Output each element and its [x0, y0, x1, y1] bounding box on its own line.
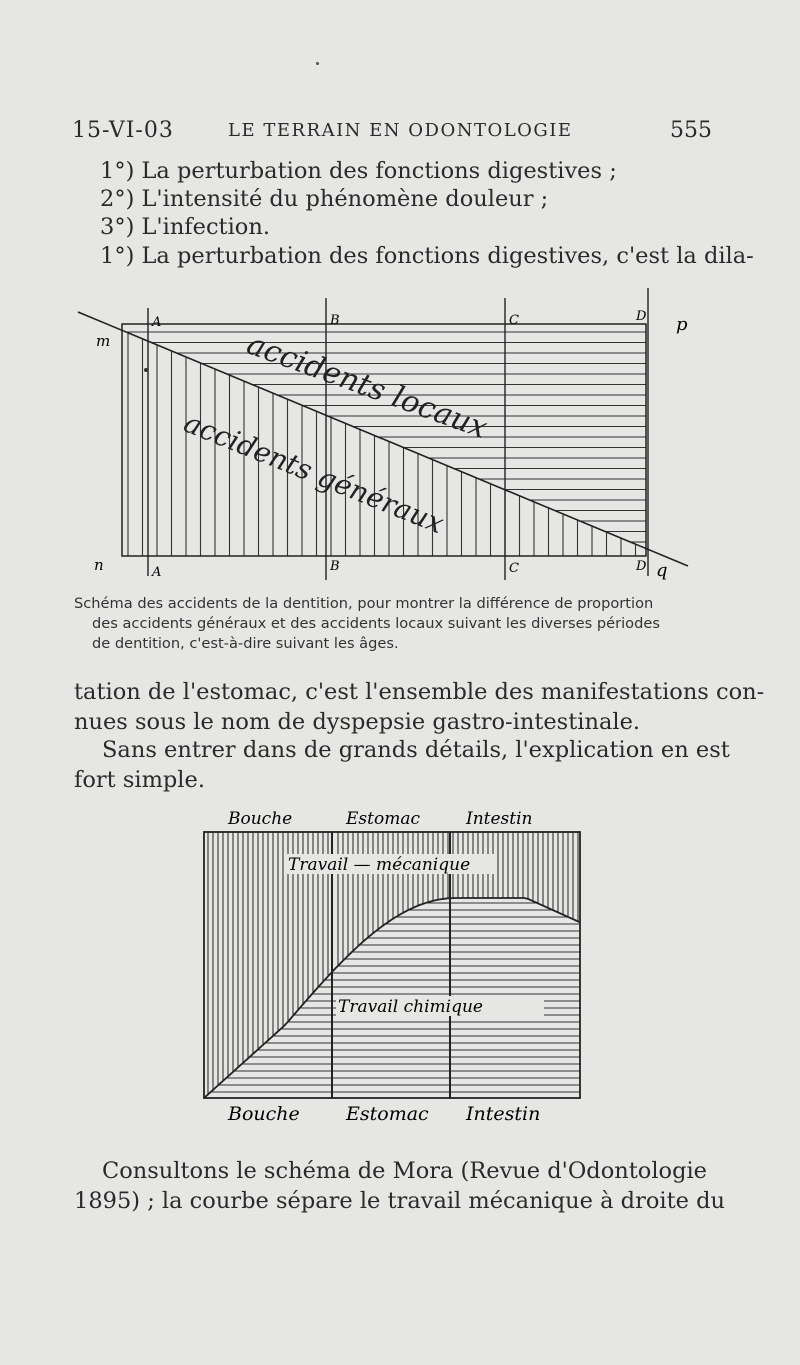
corner-label-m: m: [96, 332, 111, 350]
paragraph-line: Sans entrer dans de grands détails, l'explication en est: [102, 737, 730, 763]
dentition-accidents-diagram: [70, 280, 710, 585]
organ-label-bottom: Intestin: [466, 1103, 541, 1125]
paragraph-line: 1895) ; la courbe sépare le travail mécanique à droite du: [74, 1188, 725, 1214]
organ-label-top: Estomac: [346, 809, 420, 829]
body-paragraph: [74, 677, 765, 737]
region-label-mecanique: Travail — mécanique: [288, 855, 471, 875]
list-item: 2°) L'intensité du phénomène douleur ;: [100, 186, 549, 212]
paragraph-line: nues sous le nom de dyspepsie gastro-intestinale.: [74, 709, 641, 735]
organ-label-bottom: Bouche: [228, 1103, 300, 1125]
list-item: 1°) La perturbation des fonctions digestives ;: [100, 158, 617, 184]
column-label-bottom: D: [636, 559, 647, 574]
region-label-chimique: Travail chimique: [338, 997, 483, 1017]
organ-label-top: Bouche: [228, 809, 293, 829]
header-title: LE TERRAIN EN ODONTOLOGIE: [228, 120, 573, 141]
caption-line: Schéma des accidents de la dentition, pour montrer la différence de proportion: [74, 595, 654, 612]
region-label-locaux: accidents locaux: [242, 326, 492, 447]
printer-dot-mark: [316, 62, 319, 65]
caption-line: des accidents généraux et des accidents locaux suivant les diverses périodes: [92, 615, 660, 632]
column-label-top: D: [636, 309, 647, 324]
body-paragraph: [74, 1156, 725, 1216]
column-label-bottom: B: [330, 559, 340, 574]
digestive-work-diagram: [196, 800, 591, 1136]
running-header: [72, 118, 712, 148]
list-item: 3°) L'infection.: [100, 214, 270, 240]
list-item: 1°) La perturbation des fonctions digestives, c'est la dila-: [100, 243, 754, 269]
column-label-top: B: [330, 313, 340, 328]
column-label-top: A: [152, 315, 162, 330]
column-label-bottom: A: [152, 565, 162, 580]
corner-label-p: p: [676, 314, 688, 335]
region-label-generaux: accidents généraux: [179, 405, 449, 541]
corner-label-q: q: [656, 560, 668, 581]
body-paragraph: [74, 735, 730, 795]
organ-label-bottom: Estomac: [346, 1103, 429, 1125]
figure-caption: [74, 594, 714, 654]
paragraph-line: fort simple.: [74, 767, 205, 793]
diagonal-curve: [78, 312, 688, 566]
corner-label-n: n: [94, 556, 104, 574]
caption-line: de dentition, c'est-à-dire suivant les âges.: [92, 635, 399, 652]
ink-dot: [144, 368, 148, 372]
column-label-top: C: [509, 313, 519, 328]
page-number: 555: [670, 118, 712, 143]
paragraph-line: tation de l'estomac, c'est l'ensemble des manifestations con-: [74, 679, 765, 705]
header-date: 15-VI-03: [72, 118, 174, 143]
column-label-bottom: C: [509, 561, 519, 576]
organ-label-top: Intestin: [466, 809, 533, 829]
paragraph-line: Consultons le schéma de Mora (Revue d'Odontologie: [102, 1158, 707, 1184]
